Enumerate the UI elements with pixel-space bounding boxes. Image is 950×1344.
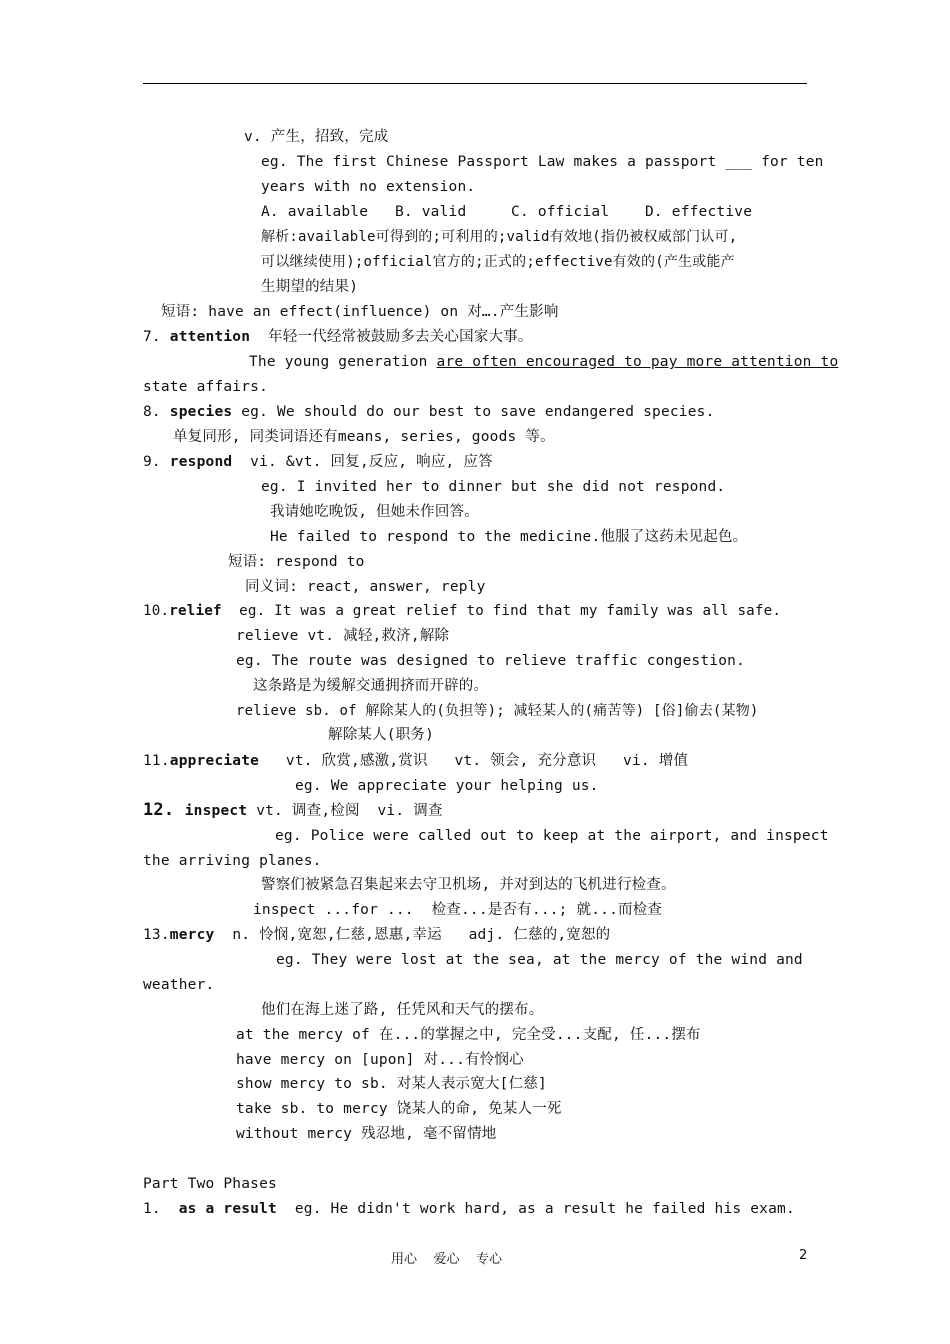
text-line: eg. We appreciate your helping us. — [295, 778, 599, 794]
text-line: relieve vt. 减轻,救济,解除 — [236, 628, 450, 644]
text-line: eg. The first Chinese Passport Law makes a passport ___ for ten — [261, 154, 824, 170]
text-line: 我请她吃晚饭, 但她未作回答。 — [270, 504, 479, 520]
entry-line — [143, 601, 781, 621]
text-line: show mercy to sb. 对某人表示宽大[仁慈] — [236, 1076, 547, 1092]
entry-number: 12. — [143, 800, 185, 820]
text-line: He failed to respond to the medicine.他服了这药未见起色。 — [270, 529, 748, 545]
entry-word: mercy — [169, 927, 215, 943]
entry-text: vt. 欣赏,感激,赏识 vt. 领会, 充分意识 vi. 增值 — [259, 753, 689, 769]
entry-text: 年轻一代经常被鼓励多去关心国家大事。 — [250, 329, 533, 345]
entry-line — [143, 800, 443, 821]
entry-word: species — [169, 404, 233, 420]
text-line: 解析:available可得到的;可利用的;valid有效地(指仍被权威部门认可, — [261, 229, 738, 245]
entry-number: 9. — [143, 454, 170, 470]
text-line: v. 产生，招致，完成 — [244, 129, 389, 145]
text-line: 这条路是为缓解交通拥挤而开辟的。 — [253, 678, 489, 694]
text-line: eg. Police were called out to keep at the airport, and inspect — [275, 828, 829, 844]
entry-word: attention — [169, 329, 251, 345]
text-line: at the mercy of 在...的掌握之中, 完全受...支配, 任...摆布 — [236, 1027, 701, 1043]
entry-line — [143, 925, 610, 945]
entry-word: inspect — [184, 803, 248, 819]
entry-line — [143, 751, 688, 771]
text-line: relieve sb. of 解除某人的(负担等); 减轻某人的(痛苦等) [俗]偷去(某物) — [236, 703, 759, 719]
entry-word: relief — [169, 603, 222, 619]
entry-line — [143, 327, 533, 347]
text-line: 解除某人(职务) — [328, 727, 435, 743]
text-line: without mercy 残忍地, 毫不留情地 — [236, 1126, 497, 1142]
entry-number: 13. — [143, 927, 170, 943]
entry-number: 10. — [143, 603, 170, 619]
entry-text: eg. It was a great relief to find that my family was all safe. — [221, 603, 782, 619]
entry-number: 7. — [143, 329, 170, 345]
text-line: weather. — [143, 977, 215, 993]
footer-motto: 用心 爱心 专心 — [391, 1252, 503, 1267]
text-line: 他们在海上迷了路, 任凭风和天气的摆布。 — [261, 1002, 544, 1018]
entry-word: as a result — [178, 1201, 277, 1217]
text-line: 短语: have an effect(influence) on 对….产生影响 — [161, 304, 559, 320]
entry-text: n. 怜悯,宽恕,仁慈,恩惠,幸运 adj. 仁慈的,宽恕的 — [214, 927, 611, 943]
text-line: state affairs. — [143, 379, 269, 395]
header-rule — [143, 83, 807, 84]
section-heading: Part Two Phases — [143, 1176, 277, 1192]
entry-text: eg. We should do our best to save endangered species. — [232, 404, 715, 420]
entry-word: respond — [169, 454, 233, 470]
entry-number: 1. — [143, 1201, 179, 1217]
text-plain: The young generation — [249, 354, 437, 370]
text-line: 同义词: react, answer, reply — [245, 579, 486, 595]
text-line: 单复同形, 同类词语还有means, series, goods 等。 — [173, 429, 555, 445]
text-line: have mercy on [upon] 对...有怜悯心 — [236, 1052, 524, 1068]
entry-word: appreciate — [169, 753, 260, 769]
text-line: 可以继续使用);official官方的;正式的;effective有效的(产生或能产 — [261, 254, 735, 270]
entry-number: 11. — [143, 753, 170, 769]
text-line: inspect ...for ... 检查...是否有...; 就...而检查 — [253, 902, 663, 918]
text-line: the arriving planes. — [143, 853, 322, 869]
entry-text: eg. He didn't work hard, as a result he failed his exam. — [276, 1201, 795, 1217]
text-line: eg. The route was designed to relieve traffic congestion. — [236, 653, 745, 669]
text-line: 生期望的结果) — [261, 279, 359, 295]
underlined-text: are often encouraged to pay more attention to — [436, 354, 839, 370]
entry-number: 8. — [143, 404, 170, 420]
text-line: A. available B. valid C. official D. effective — [261, 204, 753, 220]
text-line: eg. They were lost at the sea, at the mercy of the wind and — [276, 952, 803, 968]
text-line: take sb. to mercy 饶某人的命, 免某人一死 — [236, 1101, 562, 1117]
text-line — [249, 352, 838, 372]
text-line: 短语: respond to — [228, 554, 365, 570]
page-number: 2 — [799, 1248, 808, 1263]
entry-text: vi. &vt. 回复,反应, 响应, 应答 — [232, 454, 493, 470]
entry-line — [143, 402, 715, 422]
text-line: years with no extension. — [261, 179, 476, 195]
text-line: 警察们被紧急召集起来去守卫机场, 并对到达的飞机进行检查。 — [261, 877, 676, 893]
entry-line — [143, 452, 493, 472]
text-line: eg. I invited her to dinner but she did not respond. — [261, 479, 726, 495]
entry-text: vt. 调查,检阅 vi. 调查 — [247, 803, 443, 819]
entry-line — [143, 1199, 795, 1219]
